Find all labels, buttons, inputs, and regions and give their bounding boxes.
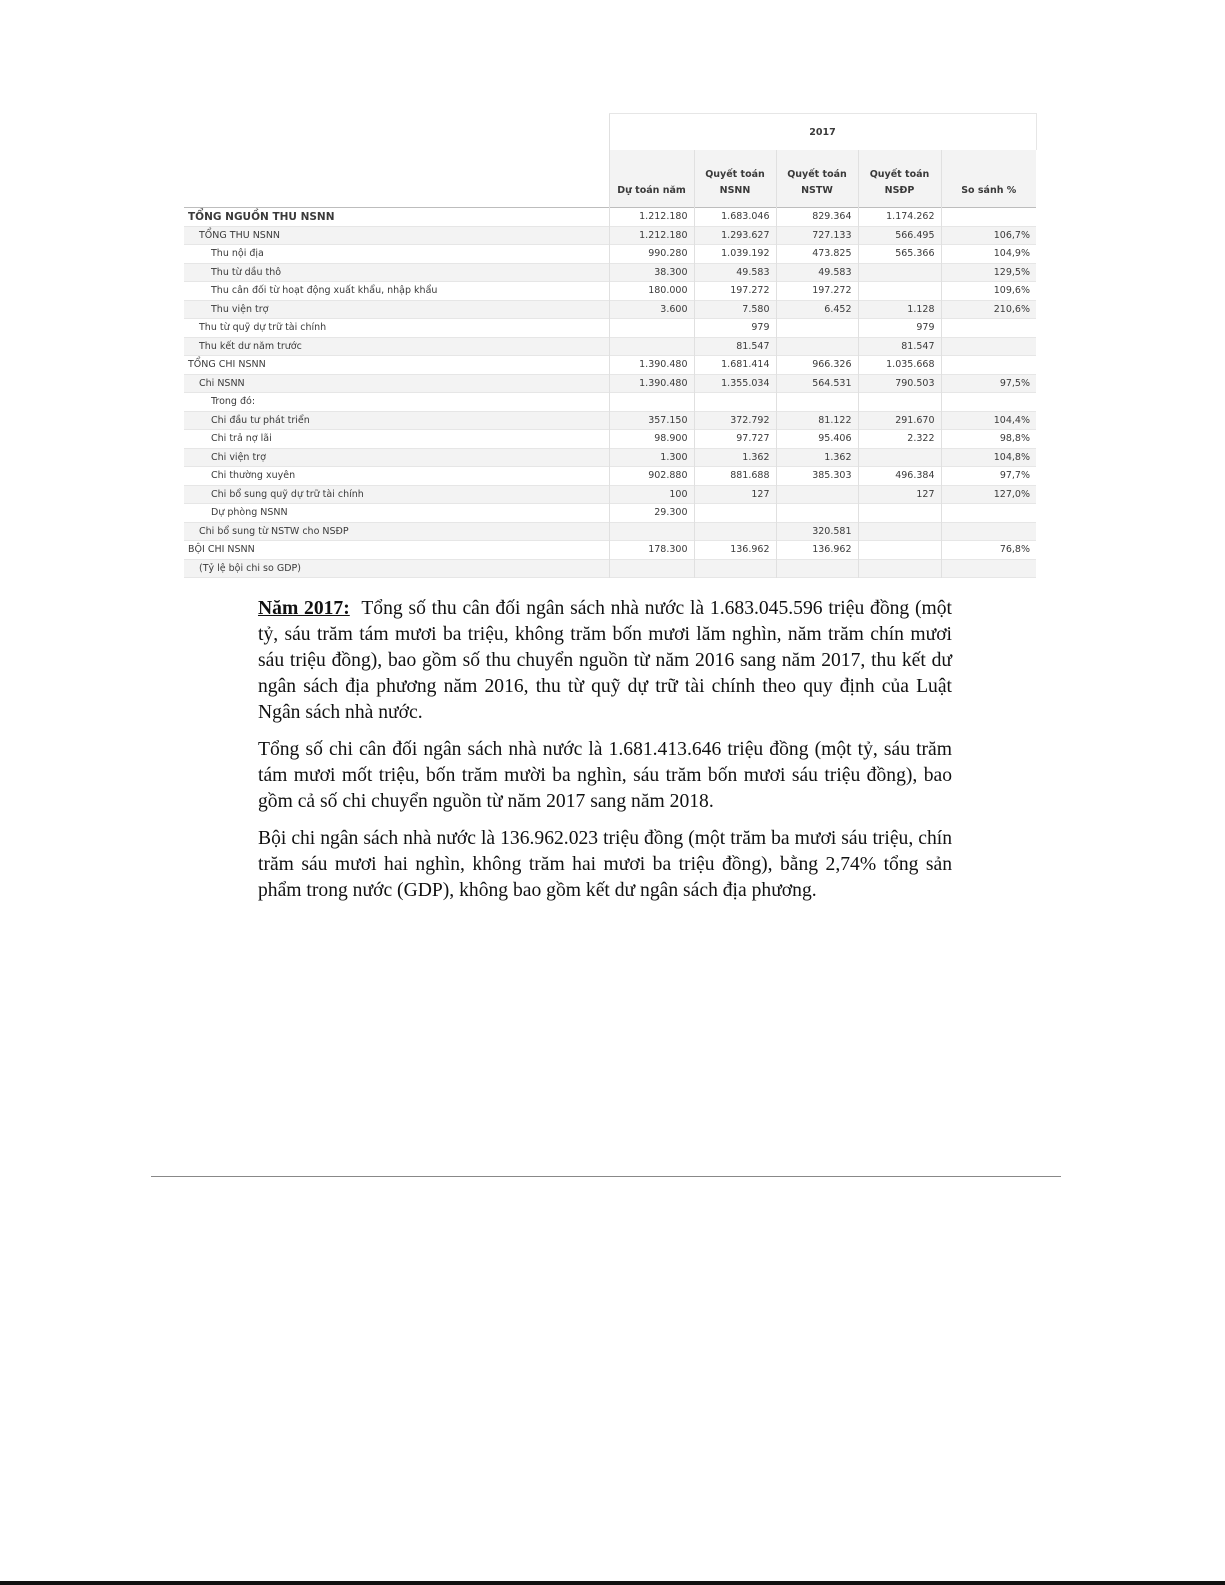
value-cell (941, 208, 1036, 227)
value-cell: 7.580 (694, 300, 776, 319)
value-cell: 95.406 (776, 430, 858, 449)
row-label: Chi thường xuyên (211, 470, 296, 482)
value-cell: 473.825 (776, 245, 858, 264)
year-label: 2017 (609, 114, 1036, 151)
value-cell (609, 337, 694, 356)
value-cell: 3.600 (609, 300, 694, 319)
value-cell: 210,6% (941, 300, 1036, 319)
value-cell: 49.583 (694, 263, 776, 282)
value-cell: 357.150 (609, 411, 694, 430)
row-label: Chi NSNN (199, 377, 245, 389)
value-cell (694, 559, 776, 578)
value-cell: 97.727 (694, 430, 776, 449)
row-label: TỔNG NGUỒN THU NSNN (188, 210, 335, 223)
value-cell: 136.962 (776, 541, 858, 560)
table-row (184, 208, 1036, 227)
table-row (184, 467, 1036, 486)
value-cell: 197.272 (776, 282, 858, 301)
footer-divider (151, 1176, 1061, 1177)
value-cell: 1.212.180 (609, 226, 694, 245)
value-cell: 127,0% (941, 485, 1036, 504)
row-label: Chi trả nợ lãi (211, 433, 272, 445)
value-cell: 881.688 (694, 467, 776, 486)
value-cell: 727.133 (776, 226, 858, 245)
value-cell: 81.122 (776, 411, 858, 430)
table-row (184, 559, 1036, 578)
value-cell: 104,9% (941, 245, 1036, 264)
column-header-row (184, 150, 1036, 208)
value-cell (858, 282, 941, 301)
body-text (258, 596, 952, 915)
value-cell: 565.366 (858, 245, 941, 264)
value-cell (858, 559, 941, 578)
value-cell: 1.174.262 (858, 208, 941, 227)
row-label: Dự phòng NSNN (211, 507, 288, 519)
value-cell (694, 393, 776, 412)
row-label: Chi viện trợ (211, 451, 266, 463)
value-cell: 29.300 (609, 504, 694, 523)
value-cell: 1.293.627 (694, 226, 776, 245)
col-header-qt-nsdp: Quyết toán NSĐP (858, 150, 941, 208)
value-cell: 372.792 (694, 411, 776, 430)
paragraph-deficit: Bội chi ngân sách nhà nước là 136.962.023 triệu đồng (một trăm ba mươi sáu triệu, chín trăm sáu mươi hai nghìn, không trăm hai mươi ba triệu đồng), bằng 2,74% tổng sản phẩm trong nước (GDP), không bao gồm kết dư ngân sách địa phương. (258, 828, 952, 901)
value-cell: 2.322 (858, 430, 941, 449)
budget-table (184, 113, 1037, 578)
value-cell: 1.212.180 (609, 208, 694, 227)
value-cell: 104,4% (941, 411, 1036, 430)
table-body (184, 208, 1036, 578)
value-cell (858, 448, 941, 467)
value-cell: 129,5% (941, 263, 1036, 282)
value-cell (609, 559, 694, 578)
value-cell (694, 522, 776, 541)
value-cell (858, 541, 941, 560)
value-cell: 98,8% (941, 430, 1036, 449)
value-cell: 49.583 (776, 263, 858, 282)
row-label: Thu từ dầu thô (211, 266, 282, 278)
row-label: Thu cân đối từ hoạt động xuất khẩu, nhập khẩu (211, 285, 438, 297)
value-cell: 81.547 (858, 337, 941, 356)
value-cell: 180.000 (609, 282, 694, 301)
row-label: Thu từ quỹ dự trữ tài chính (199, 322, 327, 334)
value-cell: 104,8% (941, 448, 1036, 467)
value-cell: 566.495 (858, 226, 941, 245)
table-row (184, 226, 1036, 245)
value-cell (858, 263, 941, 282)
row-label: Thu kết dư năm trước (199, 340, 302, 352)
value-cell: 1.362 (776, 448, 858, 467)
value-cell (776, 337, 858, 356)
table-row (184, 522, 1036, 541)
value-cell (858, 522, 941, 541)
value-cell: 109,6% (941, 282, 1036, 301)
col-header-so-sanh: So sánh % (941, 150, 1036, 208)
blank-header (184, 150, 609, 208)
value-cell: 979 (694, 319, 776, 338)
table-row (184, 319, 1036, 338)
value-cell: 1.681.414 (694, 356, 776, 375)
value-cell (776, 319, 858, 338)
table-row (184, 485, 1036, 504)
value-cell (858, 504, 941, 523)
value-cell: 1.128 (858, 300, 941, 319)
value-cell: 564.531 (776, 374, 858, 393)
value-cell: 38.300 (609, 263, 694, 282)
value-cell: 127 (694, 485, 776, 504)
row-label: Chi đầu tư phát triển (211, 414, 310, 426)
table-row (184, 411, 1036, 430)
row-label: Chi bổ sung từ NSTW cho NSĐP (199, 525, 349, 537)
value-cell: 127 (858, 485, 941, 504)
value-cell: 178.300 (609, 541, 694, 560)
value-cell: 197.272 (694, 282, 776, 301)
row-label: BỘI CHI NSNN (188, 544, 255, 556)
year-header-row (184, 114, 1036, 151)
table-row (184, 356, 1036, 375)
table-row (184, 300, 1036, 319)
paragraph-revenue-body: Tổng số thu cân đối ngân sách nhà nước là 1.683.045.596 triệu đồng (một tỷ, sáu trăm tám mươi ba triệu, không trăm bốn mươi lăm nghìn, năm trăm chín mươi sáu triệu đồng), bao gồm số thu chuyển nguồn từ năm 2016 sang năm 2017, thu kết dư ngân sách địa phương năm 2016, thu từ quỹ dự trữ tài chính theo quy định của Luật Ngân sách nhà nước. (258, 598, 952, 723)
value-cell: 1.300 (609, 448, 694, 467)
value-cell: 76,8% (941, 541, 1036, 560)
value-cell: 98.900 (609, 430, 694, 449)
table-row (184, 504, 1036, 523)
value-cell (858, 393, 941, 412)
value-cell (941, 522, 1036, 541)
value-cell: 990.280 (609, 245, 694, 264)
table-row (184, 393, 1036, 412)
year-lead-label: Năm 2017: (258, 598, 350, 619)
value-cell: 1.683.046 (694, 208, 776, 227)
value-cell: 1.035.668 (858, 356, 941, 375)
value-cell: 1.362 (694, 448, 776, 467)
value-cell: 106,7% (941, 226, 1036, 245)
value-cell: 966.326 (776, 356, 858, 375)
value-cell: 320.581 (776, 522, 858, 541)
row-label: TỔNG THU NSNN (199, 229, 281, 241)
value-cell: 1.390.480 (609, 374, 694, 393)
table-row (184, 263, 1036, 282)
table-row (184, 374, 1036, 393)
row-label: (Tỷ lệ bội chi so GDP) (199, 562, 301, 574)
value-cell (609, 522, 694, 541)
row-label: Chi bổ sung quỹ dự trữ tài chính (211, 488, 364, 500)
value-cell (941, 504, 1036, 523)
value-cell: 385.303 (776, 467, 858, 486)
value-cell (941, 393, 1036, 412)
row-label: TỔNG CHI NSNN (188, 359, 266, 371)
value-cell: 829.364 (776, 208, 858, 227)
value-cell: 1.390.480 (609, 356, 694, 375)
table-row (184, 448, 1036, 467)
value-cell (609, 393, 694, 412)
col-header-du-toan: Dự toán năm (609, 150, 694, 208)
col-header-qt-nsnn: Quyết toán NSNN (694, 150, 776, 208)
value-cell: 1.039.192 (694, 245, 776, 264)
value-cell (941, 319, 1036, 338)
value-cell: 97,5% (941, 374, 1036, 393)
value-cell: 81.547 (694, 337, 776, 356)
value-cell (609, 319, 694, 338)
value-cell (941, 356, 1036, 375)
table-row (184, 245, 1036, 264)
table-row (184, 541, 1036, 560)
row-label: Thu nội địa (211, 248, 264, 260)
page-bottom-edge (0, 1581, 1225, 1585)
value-cell (776, 393, 858, 412)
col-header-qt-nstw: Quyết toán NSTW (776, 150, 858, 208)
row-label: Thu viện trợ (211, 303, 269, 315)
value-cell: 100 (609, 485, 694, 504)
value-cell: 790.503 (858, 374, 941, 393)
value-cell: 97,7% (941, 467, 1036, 486)
value-cell: 291.670 (858, 411, 941, 430)
value-cell (941, 337, 1036, 356)
row-label: Trong đó: (211, 396, 256, 408)
value-cell (694, 504, 776, 523)
value-cell: 979 (858, 319, 941, 338)
value-cell: 6.452 (776, 300, 858, 319)
table-row (184, 337, 1036, 356)
value-cell (776, 504, 858, 523)
value-cell: 496.384 (858, 467, 941, 486)
table-row (184, 430, 1036, 449)
value-cell: 1.355.034 (694, 374, 776, 393)
paragraph-revenue (258, 596, 952, 726)
value-cell: 136.962 (694, 541, 776, 560)
value-cell (941, 559, 1036, 578)
table-row (184, 282, 1036, 301)
value-cell (776, 485, 858, 504)
value-cell (776, 559, 858, 578)
blank-corner (184, 114, 609, 151)
value-cell: 902.880 (609, 467, 694, 486)
paragraph-expenditure: Tổng số chi cân đối ngân sách nhà nước là 1.681.413.646 triệu đồng (một tỷ, sáu trăm tám mươi mốt triệu, bốn trăm mười ba nghìn, sáu trăm bốn mươi sáu triệu đồng), bao gồm cả số chi chuyển nguồn từ năm 2017 sang năm 2018. (258, 739, 952, 812)
